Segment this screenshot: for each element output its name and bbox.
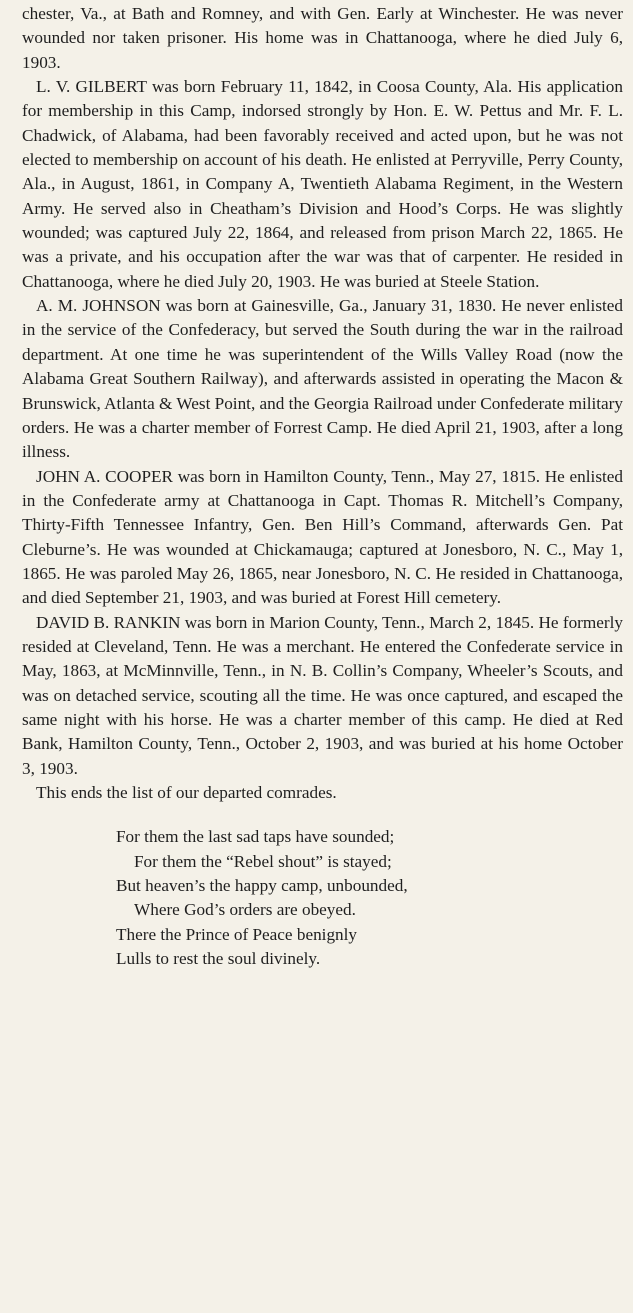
paragraph-cooper: JOHN A. COOPER was born in Hamilton County, Tenn., May 27, 1815. He enlisted in the Confederate army at Chattanooga in Capt. Thomas R. Mitchell’s Company, Thirty-Fifth Tennessee Infantry, Gen. Ben Hill’s Command, afterwards Gen. Pat Cleburne’s. He was wounded at Chickamauga; captured at Jonesboro, N. C., May 1, 1865. He was paroled May 26, 1865, near Jonesboro, N. C. He resided in Chattanooga, and died September 21, 1903, and was buried at Forest Hill cemetery. bbox=[22, 466, 623, 608]
paragraph-continuation: chester, Va., at Bath and Romney, and with Gen. Early at Winchester. He was never wounded nor taken prisoner. His home was in Chattanooga, where he died July 6, 1903. bbox=[22, 4, 623, 72]
poem-line-4: Where God’s orders are obeyed. bbox=[134, 900, 356, 920]
memorial-poem bbox=[116, 825, 586, 971]
poem-line-1: For them the last sad taps have sounded; bbox=[116, 827, 395, 847]
paragraph-johnson: A. M. JOHNSON was born at Gainesville, Ga., January 31, 1830. He never enlisted in the service of the Confederacy, but served the South during the war in the railroad department. At one time he was superintendent of the Wills Valley Road (now the Alabama Great Southern Railway), and afterwards assisted in operating the Macon & Brunswick, Atlanta & West Point, and the Georgia Railroad under Confederate military orders. He was a charter member of Forrest Camp. He died April 21, 1903, after a long illness. bbox=[22, 296, 623, 462]
poem-line-6: Lulls to rest the soul divinely. bbox=[116, 948, 321, 968]
paragraph-gilbert: L. V. GILBERT was born February 11, 1842, in Coosa County, Ala. His application for membership in this Camp, indorsed strongly by Hon. E. W. Pettus and Mr. F. L. Chadwick, of Alabama, had been favorably received and acted upon, but he was not elected to membership on account of his death. He enlisted at Perryville, Perry County, Ala., in August, 1861, in Company A, Twentieth Alabama Regiment, in the Western Army. He served also in Cheatham’s Division and Hood’s Corps. He was slightly wounded; was captured July 22, 1864, and released from prison March 22, 1865. He was a private, and his occupation after the war was that of carpenter. He resided in Chattanooga, where he died July 20, 1903. He was buried at Steele Station. bbox=[22, 77, 623, 291]
poem-line-3: But heaven’s the happy camp, unbounded, bbox=[116, 875, 408, 895]
paragraph-closing: This ends the list of our departed comrades. bbox=[36, 783, 337, 802]
poem-line-2: For them the “Rebel shout” is stayed; bbox=[134, 851, 392, 871]
paragraph-rankin: DAVID B. RANKIN was born in Marion County, Tenn., March 2, 1845. He formerly resided at Cleveland, Tenn. He was a merchant. He entered the Confederate service in May, 1863, at McMinnville, Tenn., in N. B. Collin’s Company, Wheeler’s Scouts, and was on detached service, scouting all the time. He was once captured, and escaped the same night with his horse. He was a charter member of this camp. He died at Red Bank, Hamilton County, Tenn., October 2, 1903, and was buried at his home October 3, 1903. bbox=[22, 612, 623, 778]
poem-line-5: There the Prince of Peace benignly bbox=[116, 924, 358, 944]
